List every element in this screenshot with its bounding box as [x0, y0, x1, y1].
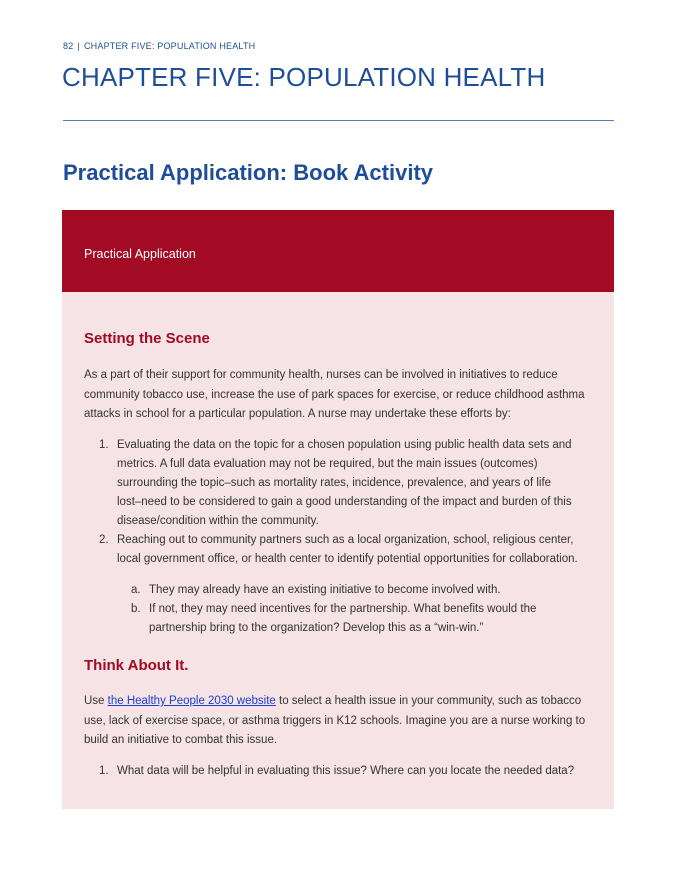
- page-number: 82: [63, 41, 74, 51]
- think-paragraph: [84, 692, 594, 751]
- healthy-people-2030-link[interactable]: the Healthy People 2030 website: [107, 695, 276, 707]
- sub-list-item: [131, 600, 571, 638]
- question-number: 1.: [99, 765, 109, 777]
- sub-list-letter: b.: [131, 603, 141, 615]
- list-line: partnership bring to the organization? Develop this as a “win-win.”: [149, 622, 484, 634]
- intro-line: As a part of their support for community health, nurses can be involved in initiatives to reduce: [84, 369, 558, 381]
- list-text: [117, 436, 572, 531]
- list-number: 2.: [99, 534, 109, 546]
- list-line: disease/condition within the community.: [117, 515, 319, 527]
- list-item: [99, 531, 594, 569]
- intro-line: attacks in school for a particular population. A nurse may undertake these efforts by:: [84, 408, 511, 420]
- intro-paragraph: [84, 366, 594, 425]
- running-header: [63, 41, 255, 51]
- list-line: Reaching out to community partners such as a local organization, school, religious center,: [117, 534, 574, 546]
- practical-application-box: [62, 210, 614, 809]
- sub-list-text: [149, 600, 536, 638]
- list-text: [117, 531, 578, 569]
- think-text: use, lack of exercise space, or asthma triggers in K12 schools. Imagine you are a nurse working to: [84, 714, 586, 727]
- sub-list-text: [149, 581, 501, 600]
- think-text: Use: [84, 695, 108, 707]
- list-item: [99, 436, 589, 531]
- section-title: Practical Application: Book Activity: [63, 160, 434, 185]
- think-text: to select a health issue in your community, such as tobacco: [275, 695, 582, 707]
- header-separator: |: [77, 41, 80, 51]
- running-chapter-name: CHAPTER FIVE: POPULATION HEALTH: [83, 41, 256, 51]
- question-item: [99, 762, 594, 781]
- sub-list-item: [131, 581, 571, 600]
- think-text: build an initiative to combat this issue.: [84, 734, 278, 746]
- list-line: Evaluating the data on the topic for a chosen population using public health data sets and: [117, 439, 572, 451]
- intro-line: community tobacco use, increase the use of park spaces for exercise, or reduce childhood asthma: [84, 388, 585, 401]
- list-line: local government office, or health center to identify potential opportunities for collaboration.: [117, 553, 578, 565]
- setting-the-scene-heading: Setting the Scene: [84, 330, 210, 347]
- list-line: If not, they may need incentives for the partnership. What benefits would the: [149, 603, 537, 615]
- list-number: 1.: [99, 439, 109, 451]
- sub-list-letter: a.: [131, 584, 141, 596]
- list-line: lost–need to be considered to gain a good understanding of the impact and burden of this: [117, 496, 572, 508]
- chapter-title: CHAPTER FIVE: POPULATION HEALTH: [62, 62, 546, 92]
- question-text: [117, 762, 574, 781]
- list-line: They may already have an existing initiative to become involved with.: [149, 584, 501, 596]
- list-line: metrics. A full data evaluation may not be required, but the main issues (outcomes): [117, 458, 538, 470]
- box-header: Practical Application: [62, 210, 614, 292]
- title-divider: [63, 120, 614, 121]
- think-about-it-heading: Think About It.: [84, 657, 189, 674]
- list-line: What data will be helpful in evaluating this issue? Where can you locate the needed data?: [117, 765, 575, 777]
- list-line: surrounding the topic–such as mortality rates, incidence, prevalence, and years of life: [117, 477, 552, 489]
